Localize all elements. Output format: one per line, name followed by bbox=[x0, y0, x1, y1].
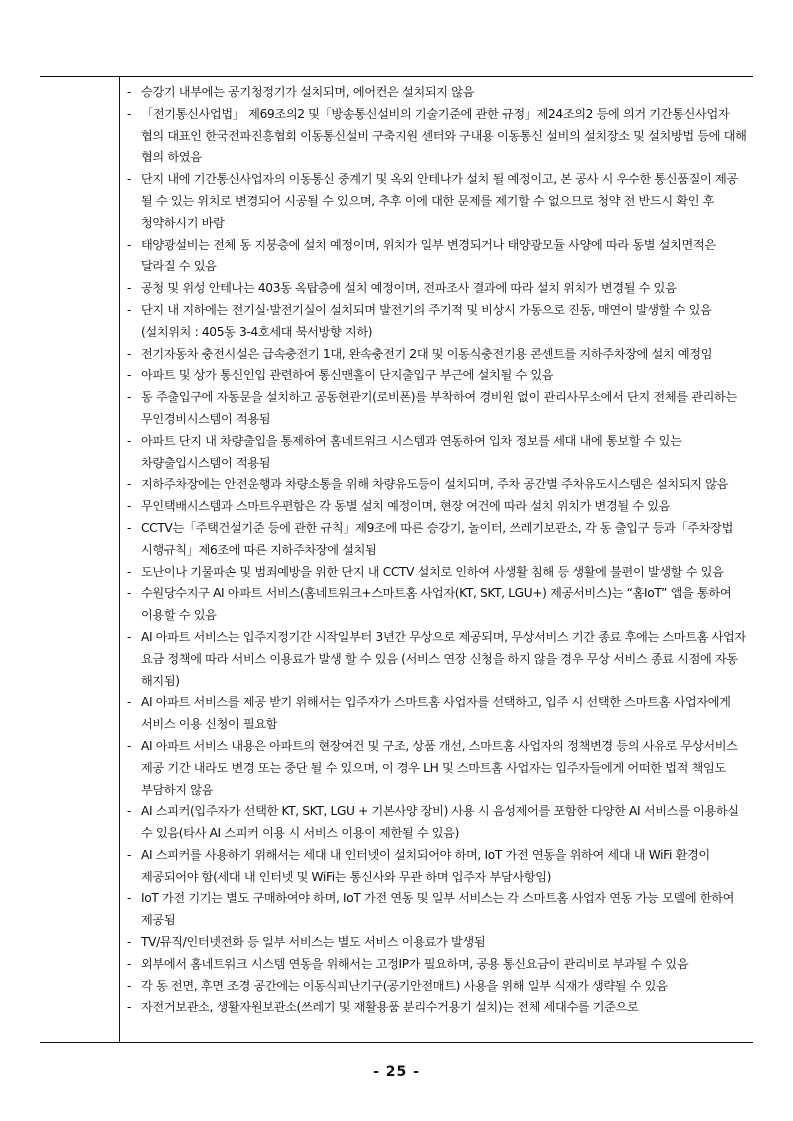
list-item bbox=[126, 562, 752, 584]
bullet-dash: - bbox=[127, 85, 132, 99]
list-item-text: AI 스피커(입주자가 선택한 KT, SKT, LGU + 기본사양 장비) 사용 시 음성제어를 포함한 다양한 AI 서비스를 이용하실 수 있음(타사 AI 스피커 이용 시 서비스 이용이 제한될 수 있음) bbox=[141, 804, 739, 841]
list-item-text: 지하주차장에는 안전운행과 차량소통을 위해 차량유도등이 설치되며, 주차 공간별 주차유도시스템은 설치되지 않음 bbox=[141, 477, 729, 492]
list-item bbox=[126, 845, 752, 889]
bullet-dash: - bbox=[127, 1000, 132, 1015]
list-item bbox=[126, 518, 752, 562]
list-item-text: 각 동 전면, 후면 조경 공간에는 이동식피난기구(공기안전매트) 사용을 위해 일부 식재가 생략될 수 있음 bbox=[141, 978, 668, 993]
list-item-text: 전기자동차 충전시설은 급속충전기 1대, 완속충전기 2대 및 이동식충전기용 콘센트를 지하주차장에 설치 예정임 bbox=[141, 346, 713, 361]
bullet-dash: - bbox=[127, 935, 132, 950]
list-item bbox=[126, 300, 752, 344]
list-item bbox=[126, 692, 752, 736]
list-item bbox=[126, 583, 752, 627]
list-item-text: IoT 가전 기기는 별도 구매하여야 하며, IoT 가전 연동 및 일부 서비스는 각 스마트홈 사업자 연동 가능 모델에 한하여 제공됨 bbox=[141, 891, 735, 928]
table-bottom-border bbox=[40, 1042, 753, 1043]
list-item bbox=[126, 736, 752, 801]
bullet-dash: - bbox=[127, 281, 132, 296]
list-item bbox=[126, 801, 752, 845]
list-item bbox=[126, 278, 752, 300]
bullet-dash: - bbox=[127, 586, 132, 601]
list-item bbox=[126, 954, 752, 976]
list-item bbox=[126, 932, 752, 954]
bullet-dash: - bbox=[127, 172, 132, 187]
list-item bbox=[126, 82, 752, 104]
list-item bbox=[126, 169, 752, 234]
notice-list bbox=[126, 82, 752, 1019]
list-item bbox=[126, 365, 752, 387]
list-item-text: 수원당수지구 AI 아파트 서비스(홈네트워크+스마트홈 사업자(KT, SKT, LGU+) 제공서비스)는 “홈IoT” 앱을 통하여 이용할 수 있음 bbox=[141, 586, 732, 623]
list-item-text: AI 스피커를 사용하기 위해서는 세대 내 인터넷이 설치되어야 하며, IoT 가전 연동을 위하여 세대 내 WiFi 환경이 제공되어야 함(세대 내 인터넷 및 WiFi는 통신사와 무관 하며 입주자 부담사항임) bbox=[141, 847, 710, 884]
table-column-divider bbox=[119, 76, 120, 1042]
bullet-dash: - bbox=[127, 346, 132, 361]
list-item bbox=[126, 997, 752, 1019]
bullet-dash: - bbox=[127, 978, 132, 993]
bullet-dash: - bbox=[127, 847, 132, 862]
bullet-dash: - bbox=[127, 956, 132, 971]
bullet-dash: - bbox=[127, 390, 132, 405]
page-number: - 25 - bbox=[373, 1064, 420, 1080]
bullet-dash: - bbox=[127, 433, 132, 448]
list-item bbox=[126, 235, 752, 279]
list-item-text: TV/뮤직/인터넷전화 등 일부 서비스는 별도 서비스 이용료가 발생됨 bbox=[141, 935, 486, 950]
list-item-text: 동 주출입구에 자동문을 설치하고 공동현관기(로비폰)를 부착하여 경비원 없이 관리사무소에서 단지 전체를 관리하는 무인경비시스템이 적용됨 bbox=[141, 390, 737, 426]
list-item-text: AI 아파트 서비스 내용은 아파트의 현장여건 및 구조, 상품 개선, 스마트홈 사업자의 정책변경 등의 사유로 무상서비스 제공 기간 내라도 변경 또는 중단 될 수 있으며, 이 경우 LH 및 스마트홈 사업자는 입주자들에게 어떠한 법적 책임도 부담하지 않음 bbox=[141, 738, 738, 797]
list-item-text: 공청 및 위성 안테나는 403동 옥탑층에 설치 예정이며, 전파조사 결과에 따라 설치 위치가 변경될 수 있음 bbox=[141, 281, 677, 296]
list-item-text: AI 아파트 서비스를 제공 받기 위해서는 입주자가 스마트홈 사업자를 선택하고, 입주 시 선택한 스마트홈 사업자에게 서비스 이용 신청이 필요함 bbox=[141, 695, 731, 732]
list-item bbox=[126, 627, 752, 692]
list-item-text: 자전거보관소, 생활자원보관소(쓰레기 및 재활용품 분리수거용기 설치)는 전체 세대수를 기준으로 bbox=[141, 1000, 639, 1015]
bullet-dash: - bbox=[127, 499, 132, 514]
list-item bbox=[126, 888, 752, 932]
bullet-dash: - bbox=[127, 564, 132, 579]
list-item-text: 승강기 내부에는 공기청정기가 설치되며, 에어컨은 설치되지 않음 bbox=[141, 85, 475, 99]
list-item-text: CCTV는「주택건설기준 등에 관한 규칙」제9조에 따른 승강기, 놀이터, 쓰레기보관소, 각 동 출입구 등과「주차장법 시행규칙」제6조에 따른 지하주차장에 설치됨 bbox=[141, 520, 734, 557]
list-item-text: 도난이나 기물파손 및 범죄예방을 위한 단지 내 CCTV 설치로 인하여 사생활 침해 등 생활에 불편이 발생할 수 있음 bbox=[141, 564, 724, 579]
bullet-dash: - bbox=[127, 302, 132, 317]
bullet-dash: - bbox=[127, 237, 132, 252]
bullet-dash: - bbox=[127, 804, 132, 819]
list-item-text: 「전기통신사업법」 제69조의2 및「방송통신설비의 기술기준에 관한 규정」제24조의2 등에 의거 기간통신사업자 협의 대표인 한국전파진흥협회 이동통신설비 구축지원 센터와 구내용 이동통신 설비의 설치장소 및 설치방법 등에 대해 협의 하였음 bbox=[141, 106, 747, 165]
list-item bbox=[126, 976, 752, 998]
bullet-dash: - bbox=[127, 891, 132, 906]
list-item-text: AI 아파트 서비스는 입주지정기간 시작일부터 3년간 무상으로 제공되며, 무상서비스 기간 종료 후에는 스마트홈 사업자 요금 정책에 따라 서비스 이용료가 발생 할 수 있음 (서비스 연장 신청을 하지 않을 경우 무상 서비스 종료 시점에 자동 해지됨) bbox=[141, 629, 746, 688]
list-item-text: 태양광설비는 전체 동 지붕층에 설치 예정이며, 위치가 일부 변경되거나 태양광모듈 사양에 따라 동별 설치면적은 달라질 수 있음 bbox=[141, 237, 716, 274]
bullet-dash: - bbox=[127, 477, 132, 492]
list-item bbox=[126, 387, 752, 431]
list-item-text: 무인택배시스템과 스마트우편함은 각 동별 설치 예정이며, 현장 여건에 따라 설치 위치가 변경될 수 있음 bbox=[141, 499, 671, 514]
bullet-dash: - bbox=[127, 520, 132, 535]
list-item-text: 단지 내에 기간통신사업자의 이동통신 중계기 및 옥외 안테나가 설치 될 예정이고, 본 공사 시 우수한 통신품질이 제공 될 수 있는 위치로 변경되어 시공될 수 있으며, 추후 이에 대한 문제를 제기할 수 없으므로 청약 전 반드시 확인 후 청약하시기 바람 bbox=[141, 172, 738, 230]
bullet-dash: - bbox=[127, 368, 132, 383]
list-item-text: 아파트 단지 내 차량출입을 통제하여 홈네트워크 시스템과 연동하여 입차 정보를 세대 내에 통보할 수 있는 차량출입시스템이 적용됨 bbox=[141, 433, 682, 470]
list-item bbox=[126, 496, 752, 518]
table-top-border bbox=[40, 76, 753, 77]
list-item-text: 외부에서 홈네트워크 시스템 연동을 위해서는 고정IP가 필요하며, 공용 통신요금이 관리비로 부과될 수 있음 bbox=[141, 956, 689, 971]
list-item bbox=[126, 474, 752, 496]
bullet-dash: - bbox=[127, 738, 132, 753]
list-item-text: 단지 내 지하에는 전기실·발전기실이 설치되며 발전기의 주기적 및 비상시 가동으로 진동, 매연이 발생할 수 있음(설치위치 : 405동 3-4호세대 북서방향 지하) bbox=[141, 302, 712, 339]
bullet-dash: - bbox=[127, 695, 132, 710]
list-item bbox=[126, 431, 752, 475]
list-item bbox=[126, 104, 752, 169]
list-item-text: 아파트 및 상가 통신인입 관련하여 통신맨홀이 단지출입구 부근에 설치될 수 있음 bbox=[141, 368, 554, 383]
list-item bbox=[126, 344, 752, 366]
bullet-dash: - bbox=[127, 106, 132, 121]
bullet-dash: - bbox=[127, 629, 132, 644]
